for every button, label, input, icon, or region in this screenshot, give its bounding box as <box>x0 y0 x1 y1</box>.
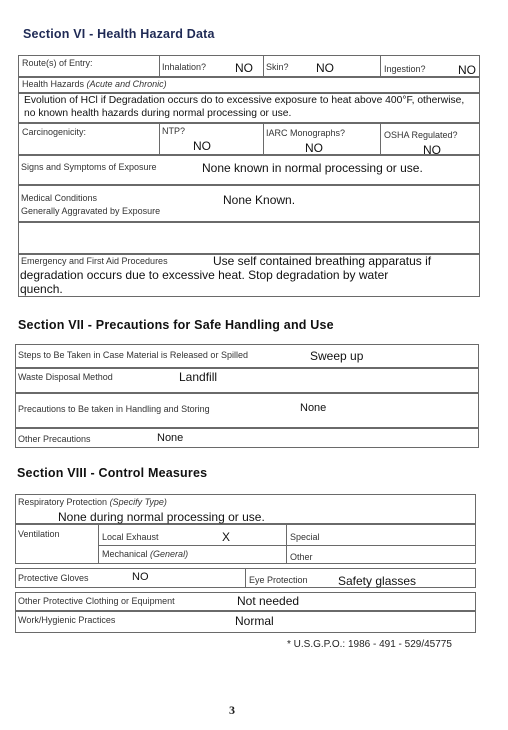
section-viii-title: Section VIII - Control Measures <box>17 466 208 480</box>
osha-label: OSHA Regulated? <box>384 130 458 140</box>
skin-label: Skin? <box>266 62 289 72</box>
routes-label: Route(s) of Entry: <box>22 58 93 68</box>
steps-value: Sweep up <box>310 349 364 363</box>
other-ventilation-label: Other <box>290 552 313 562</box>
inhalation-value: NO <box>235 61 253 75</box>
ingestion-value: NO <box>458 63 476 77</box>
ntp-label: NTP? <box>162 126 186 136</box>
printer-footer: * U.S.G.P.O.: 1986 - 491 - 529/45775 <box>287 639 452 650</box>
work-value: Normal <box>235 614 274 628</box>
signs-value: None known in normal processing or use. <box>202 161 423 175</box>
page-number: 3 <box>229 703 235 717</box>
emergency-label: Emergency and First Aid Procedures <box>21 256 168 266</box>
local-exhaust-label: Local Exhaust <box>102 532 159 542</box>
section-vi-title: Section VI - Health Hazard Data <box>23 27 215 41</box>
local-exhaust-value: X <box>222 530 231 544</box>
iarc-label: IARC Monographs? <box>266 128 346 138</box>
carcinogenicity-label: Carcinogenicity: <box>22 127 87 137</box>
respiratory-value: None during normal processing or use. <box>58 510 265 524</box>
medical-label-1: Medical Conditions <box>21 193 98 203</box>
medical-value: None Known. <box>223 193 296 207</box>
skin-value: NO <box>316 61 334 75</box>
signs-label: Signs and Symptoms of Exposure <box>21 162 157 172</box>
section-vii-title: Section VII - Precautions for Safe Handling and Use <box>18 318 334 332</box>
ntp-value: NO <box>193 139 211 153</box>
waste-value: Landfill <box>179 370 218 384</box>
respiratory-label: Respiratory Protection (Specify Type) <box>18 497 167 507</box>
eye-value: Safety glasses <box>338 574 417 588</box>
special-label: Special <box>290 532 320 542</box>
work-label: Work/Hygienic Practices <box>18 615 116 625</box>
mechanical-label: Mechanical (General) <box>102 549 189 559</box>
eye-label: Eye Protection <box>249 575 308 585</box>
ventilation-label: Ventilation <box>18 529 60 539</box>
emergency-value-3: quench. <box>20 282 63 296</box>
emergency-value-1: Use self contained breathing apparatus if <box>213 254 432 268</box>
precautions-label: Precautions to Be taken in Handling and Storing <box>18 404 210 414</box>
inhalation-label: Inhalation? <box>162 62 207 72</box>
clothing-label: Other Protective Clothing or Equipment <box>18 596 175 606</box>
gloves-label: Protective Gloves <box>18 573 89 583</box>
other-precautions-value: None <box>157 432 184 444</box>
ingestion-label: Ingestion? <box>384 64 426 74</box>
blank-row <box>18 222 480 254</box>
steps-label: Steps to Be Taken in Case Material is Released or Spilled <box>18 350 248 360</box>
clothing-value: Not needed <box>237 594 300 608</box>
hazards-label: Health Hazards (Acute and Chronic) <box>22 79 167 89</box>
hazards-text: Evolution of HCl if Degradation occurs do to excessive exposure to heat above 400°F, otherwise, no known health hazards during normal processing or use. <box>24 95 465 119</box>
iarc-value: NO <box>305 141 323 155</box>
other-precautions-label: Other Precautions <box>18 434 91 444</box>
medical-label-2: Generally Aggravated by Exposure <box>21 206 161 216</box>
osha-value: NO <box>423 143 441 157</box>
precautions-value: None <box>300 402 327 414</box>
emergency-value-2: degradation occurs due to excessive heat. Stop degradation by water <box>20 268 389 282</box>
waste-label: Waste Disposal Method <box>18 372 113 382</box>
gloves-value: NO <box>132 571 149 583</box>
ventilation-block <box>15 524 476 564</box>
